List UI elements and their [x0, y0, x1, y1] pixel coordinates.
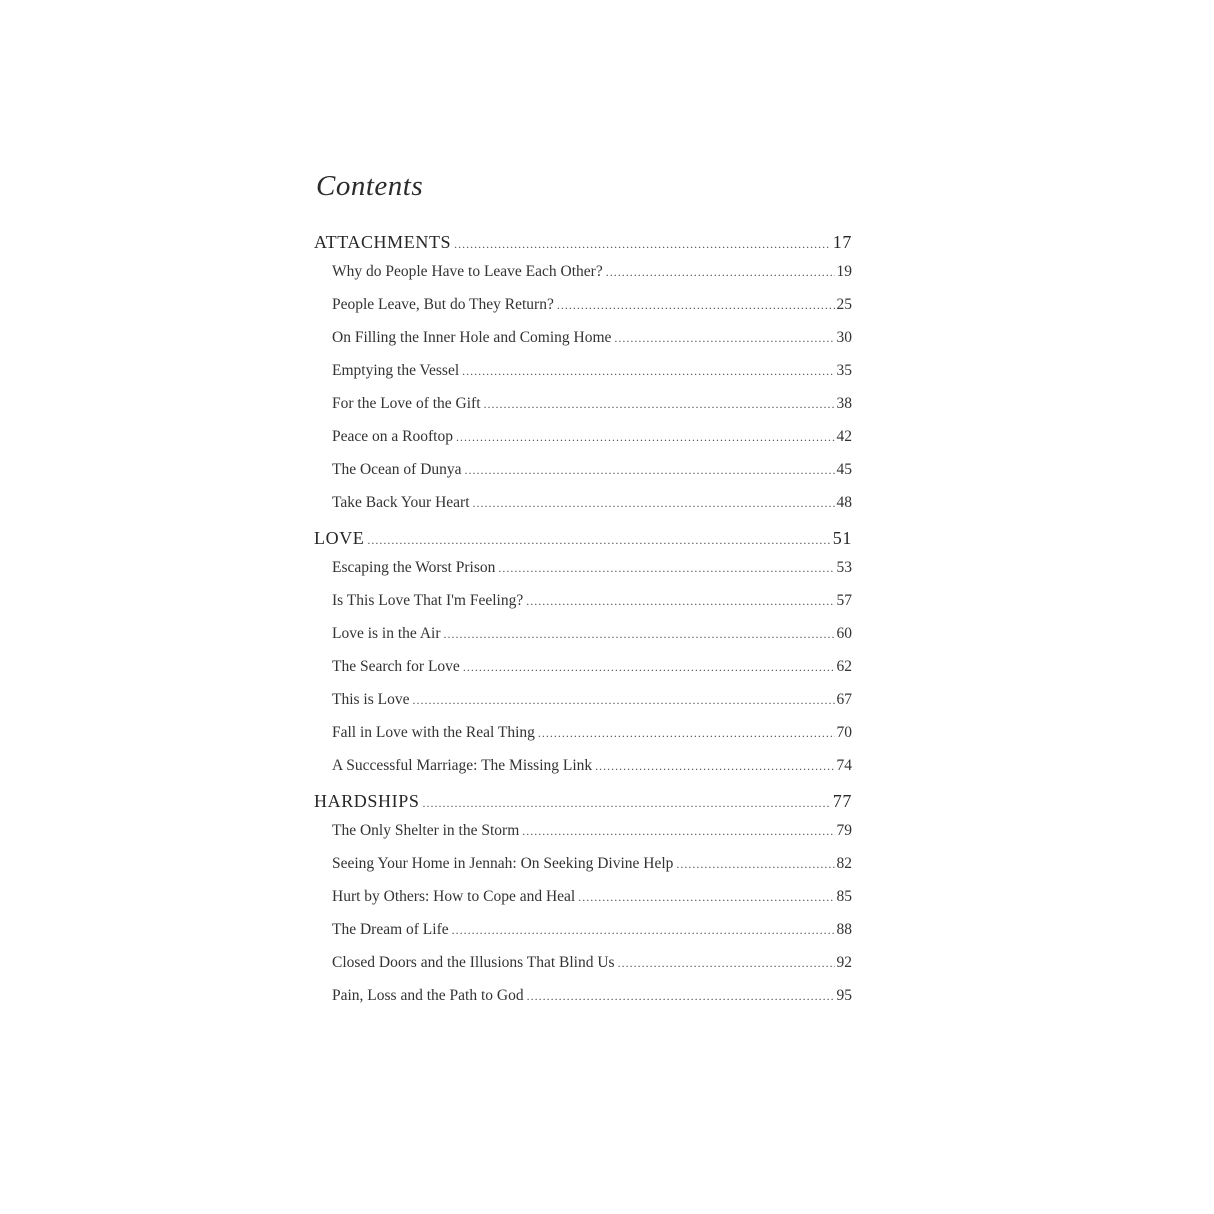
toc-entry-row [314, 625, 852, 643]
toc-page-number: 51 [832, 528, 852, 548]
toc-entry-row [314, 658, 852, 676]
toc-entry-title: Hurt by Others: How to Cope and Heal [332, 888, 576, 905]
toc-entry-title: The Search for Love [332, 658, 460, 675]
toc-entry-row [314, 921, 852, 939]
toc-entry-row [314, 592, 852, 610]
toc-page-number: 74 [836, 757, 852, 774]
dot-leader [557, 298, 835, 313]
dot-leader [526, 594, 834, 609]
toc-page-number: 77 [832, 791, 852, 811]
toc-page-number: 85 [836, 888, 852, 905]
toc-section-title: LOVE [314, 528, 365, 548]
dot-leader [465, 463, 835, 478]
toc-section-row [314, 528, 852, 549]
toc-entry-row [314, 987, 852, 1005]
toc-section-title: HARDSHIPS [314, 791, 420, 811]
dot-leader [463, 660, 835, 675]
toc-entry-title: Take Back Your Heart [332, 494, 470, 511]
dot-leader [454, 237, 831, 252]
toc-section-title: ATTACHMENTS [314, 232, 452, 252]
toc-entry-row [314, 888, 852, 906]
toc-entry-title: Why do People Have to Leave Each Other? [332, 263, 603, 280]
dot-leader [452, 923, 835, 938]
toc-entry-row [314, 362, 852, 380]
toc-page-number: 57 [836, 592, 852, 609]
toc-entry-title: The Ocean of Dunya [332, 461, 462, 478]
page-title: Contents [316, 170, 424, 202]
dot-leader [578, 890, 834, 905]
dot-leader [444, 627, 835, 642]
toc-entry-row [314, 724, 852, 742]
toc-page-number: 30 [836, 329, 852, 346]
toc-page-number: 35 [836, 362, 852, 379]
dot-leader [422, 796, 830, 811]
toc-page-number: 67 [836, 691, 852, 708]
toc-entry-row [314, 263, 852, 281]
dot-leader [473, 496, 835, 511]
toc-entry-title: The Only Shelter in the Storm [332, 822, 520, 839]
toc-page-number: 45 [836, 461, 852, 478]
dot-leader [456, 430, 835, 445]
toc-entry-row [314, 691, 852, 709]
toc-page-number: 25 [836, 296, 852, 313]
dot-leader [522, 824, 834, 839]
toc-section-row [314, 791, 852, 812]
toc-page-number: 38 [836, 395, 852, 412]
toc-entry-title: Is This Love That I'm Feeling? [332, 592, 524, 609]
toc-entry-title: Closed Doors and the Illusions That Blind Us [332, 954, 615, 971]
toc-entry-row [314, 296, 852, 314]
toc-page-number: 19 [836, 263, 852, 280]
toc-entry-title: This is Love [332, 691, 410, 708]
toc-page-number: 60 [836, 625, 852, 642]
dot-leader [527, 989, 835, 1004]
dot-leader [538, 726, 835, 741]
dot-leader [413, 693, 835, 708]
toc-page-number: 48 [836, 494, 852, 511]
toc-entry-title: Emptying the Vessel [332, 362, 460, 379]
toc-entry-row [314, 855, 852, 873]
toc-entry-title: On Filling the Inner Hole and Coming Home [332, 329, 612, 346]
toc-entry-title: People Leave, But do They Return? [332, 296, 554, 313]
toc-entry-row [314, 395, 852, 413]
toc-page-number: 17 [832, 232, 852, 252]
toc-entry-title: Love is in the Air [332, 625, 441, 642]
toc-entry-row [314, 494, 852, 512]
toc-entry-row [314, 822, 852, 840]
toc-entry-row [314, 329, 852, 347]
toc-entry-row [314, 954, 852, 972]
toc-entry-title: Fall in Love with the Real Thing [332, 724, 535, 741]
toc-entry-title: Escaping the Worst Prison [332, 559, 496, 576]
toc-entry-title: The Dream of Life [332, 921, 449, 938]
toc-entry-title: A Successful Marriage: The Missing Link [332, 757, 593, 774]
dot-leader [614, 331, 834, 346]
toc-entry-title: Pain, Loss and the Path to God [332, 987, 524, 1004]
toc-page-number: 62 [836, 658, 852, 675]
dot-leader [484, 397, 835, 412]
toc-page-number: 88 [836, 921, 852, 938]
toc-entry-title: For the Love of the Gift [332, 395, 481, 412]
toc-page-number: 95 [836, 987, 852, 1004]
toc-page-number: 79 [836, 822, 852, 839]
toc-page-number: 70 [836, 724, 852, 741]
toc-page-number: 53 [836, 559, 852, 576]
toc-entry-row [314, 559, 852, 577]
dot-leader [462, 364, 834, 379]
toc-page-number: 82 [836, 855, 852, 872]
toc-entry-row [314, 757, 852, 775]
toc-entry-row [314, 461, 852, 479]
toc-page-number: 92 [836, 954, 852, 971]
toc-entry-row [314, 428, 852, 446]
toc-entry-title: Peace on a Rooftop [332, 428, 453, 445]
dot-leader [618, 956, 835, 971]
toc-entry-title: Seeing Your Home in Jennah: On Seeking Divine Help [332, 855, 674, 872]
dot-leader [498, 561, 834, 576]
dot-leader [595, 759, 834, 774]
dot-leader [676, 857, 834, 872]
dot-leader [367, 533, 830, 548]
dot-leader [606, 265, 835, 280]
toc-page-number: 42 [836, 428, 852, 445]
toc-section-row [314, 232, 852, 253]
